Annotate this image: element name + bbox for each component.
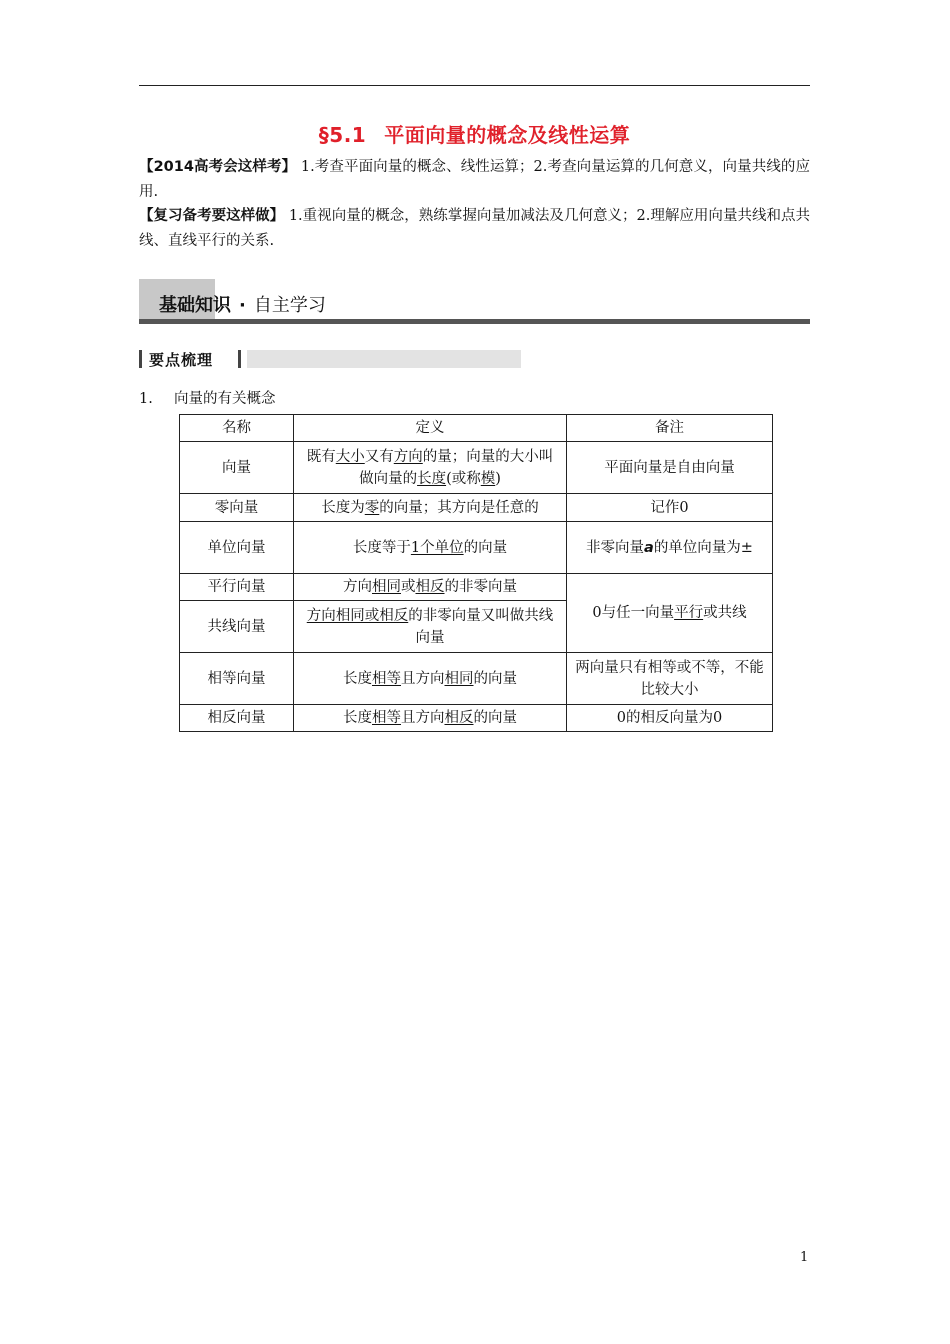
- section-header-bar: [139, 319, 810, 324]
- note-text: 或共线: [703, 605, 747, 621]
- def-text: 的向量: [473, 710, 517, 726]
- cell-definition: [294, 494, 567, 522]
- table-row: [180, 522, 773, 574]
- table-row: [180, 494, 773, 522]
- header-definition: 定义: [294, 415, 567, 442]
- note-blank: 平行: [674, 605, 704, 621]
- def-blank: 大小: [335, 448, 365, 465]
- sub-header-bar-left: [139, 350, 142, 368]
- def-text: 长度: [343, 670, 372, 687]
- cell-definition: [294, 574, 567, 601]
- exam-note: [139, 155, 810, 205]
- def-text: 的量；向量的大小叫做向量的: [359, 448, 554, 487]
- def-blank: 相反: [444, 710, 474, 726]
- note-text: 的单位向量为±: [653, 539, 753, 556]
- section-header-main: 基础知识: [159, 295, 231, 316]
- cell-definition: [294, 442, 567, 494]
- def-text: 且方向: [401, 710, 445, 726]
- cell-shared-note: [567, 574, 773, 653]
- sub-header-bar-right: [238, 350, 241, 368]
- table-row: [180, 653, 773, 705]
- section-title: 平面向量的概念及线性运算: [384, 123, 631, 147]
- sub-header: [139, 349, 521, 369]
- def-blank: 零: [364, 499, 380, 516]
- cell-name: 向量: [180, 442, 294, 494]
- def-text: 长度等于: [352, 539, 411, 556]
- cell-name: 零向量: [180, 494, 294, 522]
- table-row: [180, 705, 773, 732]
- def-text: 且方向: [401, 670, 445, 687]
- def-text: 的非零向量: [444, 579, 517, 595]
- def-blank: 相同: [444, 670, 474, 687]
- section-header-sub: 自主学习: [253, 295, 326, 316]
- cell-name: 单位向量: [180, 522, 294, 574]
- cell-name: 平行向量: [180, 574, 294, 601]
- def-blank: 方向相同或相反: [306, 607, 409, 624]
- note-text: 0与任一向量: [592, 605, 675, 621]
- section-header-dot: ·: [239, 295, 246, 316]
- list-item-text: 向量的有关概念: [174, 391, 276, 407]
- review-note-label: 【复习备考要这样做】: [139, 208, 285, 224]
- cell-note: 0的相反向量为0: [567, 705, 773, 732]
- cell-name: 相反向量: [180, 705, 294, 732]
- cell-definition: [294, 705, 567, 732]
- def-text: 长度为: [321, 499, 365, 516]
- page-title: [139, 119, 810, 148]
- sub-header-bg: [247, 350, 521, 368]
- header-name: 名称: [180, 415, 294, 442]
- cell-note: [567, 522, 773, 574]
- table-row: [180, 442, 773, 494]
- header-note: 备注: [567, 415, 773, 442]
- def-text: 的向量；其方向是任意的: [379, 499, 539, 516]
- def-text: 又有: [364, 448, 394, 465]
- def-blank: 相同: [372, 579, 401, 595]
- def-blank: 方向: [393, 448, 423, 465]
- page-number: 1: [800, 1250, 809, 1265]
- def-text: 长度: [343, 710, 372, 726]
- note-text: 非零向量: [586, 539, 645, 556]
- cell-definition: [294, 522, 567, 574]
- table-row: [180, 574, 773, 601]
- def-text: ): [495, 470, 501, 487]
- cell-definition: [294, 601, 567, 653]
- sub-header-label: 要点梳理: [149, 351, 214, 369]
- section-number: §5.1: [318, 123, 367, 147]
- def-text: (或称: [446, 470, 481, 487]
- review-note: [139, 204, 810, 254]
- def-blank: 1个单位: [410, 539, 464, 556]
- list-item-1: [139, 387, 276, 408]
- def-text: 或: [401, 579, 416, 595]
- def-text: 的向量: [473, 670, 517, 687]
- def-blank: 相等: [372, 710, 401, 726]
- def-text: 既有: [306, 448, 336, 465]
- def-blank: 相反: [415, 579, 445, 595]
- section-header-text: [159, 291, 326, 317]
- def-text: 方向: [343, 579, 372, 595]
- def-text: 的向量: [463, 539, 508, 556]
- def-blank: 相等: [372, 670, 401, 687]
- cell-note: 两向量只有相等或不等，不能比较大小: [567, 653, 773, 705]
- cell-name: 相等向量: [180, 653, 294, 705]
- section-header: [139, 279, 810, 325]
- concepts-table: [179, 414, 773, 732]
- list-item-number: 1.: [139, 391, 153, 407]
- review-note-text: 1.重视向量的概念，熟练掌握向量加减法及几何意义；2.理解应用向量共线和点共线、直线平行的关系.: [139, 208, 811, 249]
- def-blank: 长度: [417, 470, 447, 487]
- exam-note-label: 【2014高考会这样考】: [139, 159, 297, 175]
- exam-note-text: 1.考查平面向量的概念、线性运算；2.考查向量运算的几何意义，向量共线的应用.: [139, 159, 811, 200]
- cell-name: 共线向量: [180, 601, 294, 653]
- vector-symbol: a: [644, 539, 654, 556]
- cell-definition: [294, 653, 567, 705]
- def-text: 的非零向量又叫做共线向量: [408, 607, 554, 646]
- table-header-row: [180, 415, 773, 442]
- top-rule: [139, 85, 810, 86]
- cell-note: 平面向量是自由向量: [567, 442, 773, 494]
- def-blank: 模: [480, 470, 496, 487]
- cell-note: 记作0: [567, 494, 773, 522]
